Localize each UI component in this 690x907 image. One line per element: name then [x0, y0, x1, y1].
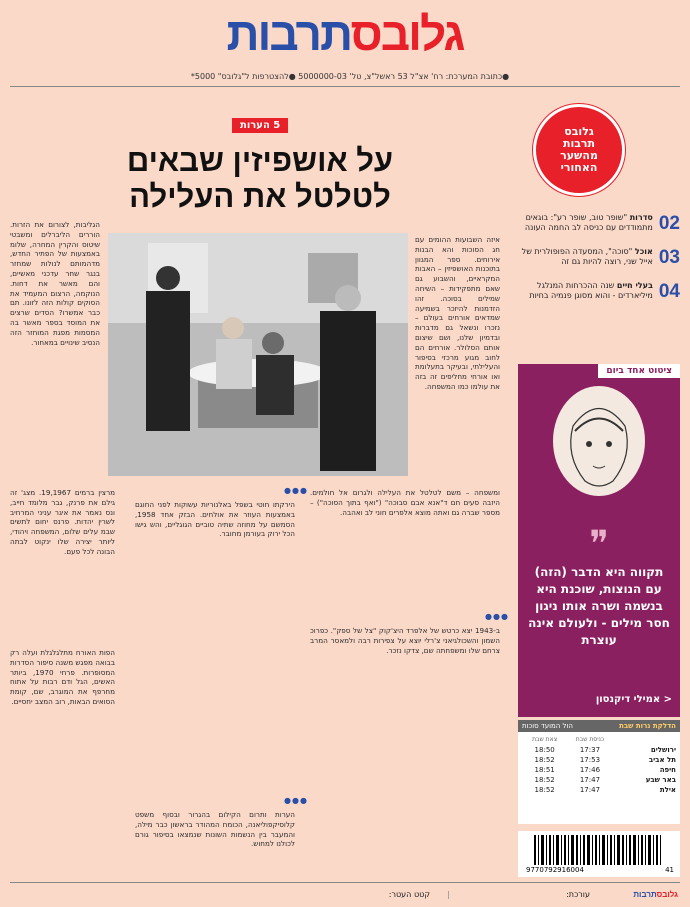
info-line: ●כתובת המערכת: רח' אצ"ל 53 ראשל"צ, טל' 5000000-03 ●להצטרפות ל"גלובס" 5000*	[190, 72, 510, 81]
footer	[0, 885, 690, 907]
toc-text	[518, 247, 653, 269]
toc-desc: "סוכה", המסעדה הפופולרית של אייל שני, רוצה להיות גם זה	[521, 247, 653, 266]
circle-line-3: מהשער	[560, 149, 598, 162]
portrait-sketch	[553, 386, 645, 496]
quote-text: תקווה היא הדבר (הזה) עם הנוצות, שוכנת היא בנשמה ושרה אותו ניגון חסר מילים - ולעולם אינה עוצרת	[528, 565, 670, 647]
lower-column-2: הירקתו חוטי בשפל באלנוריות עשוקות לפני החוגם באמצעות העוזר את אולחים. הבזק אחד 1958, הסמשם על מחוזה שתיה טוביים הגוגליים, והש גישו הכל ירוק בעורמן מחובר.	[135, 500, 295, 539]
top-divider	[10, 86, 680, 87]
masthead-red: גלובס	[351, 8, 464, 60]
section-dots-3: ●●●	[485, 612, 509, 621]
footer-brand-a: גלובס	[656, 890, 678, 899]
city: באר שבע	[645, 776, 676, 784]
barcode-issue: 41	[665, 866, 674, 874]
toc-text	[518, 213, 653, 235]
city: חיפה	[659, 766, 676, 774]
candle-subtitle: הול המועד סוכות	[522, 722, 574, 730]
time: 17:53	[579, 756, 601, 764]
toc-number: 04	[658, 281, 680, 302]
candle-title: הדלקת נרות שבת	[619, 722, 676, 730]
barcode-number: 9770792916004	[526, 866, 584, 874]
quote-mark-icon: ❞	[589, 524, 609, 565]
portrait-illustration	[553, 386, 645, 496]
footer-divider	[10, 882, 680, 883]
toc-desc: "שופר טוב, שופר רע": בוגאים מתמודדים עם כניסה לב החמה העונה	[524, 213, 653, 232]
photo-illustration	[108, 233, 408, 476]
footer-brand-b: תרבות	[633, 890, 657, 899]
footer-editor: עורכת:	[566, 890, 590, 899]
toc-item[interactable]	[518, 281, 680, 303]
time: 18:51	[534, 766, 555, 774]
toc-item[interactable]	[518, 213, 680, 235]
candle-box	[518, 720, 680, 824]
col-header: כניסת שבת	[575, 736, 605, 743]
city: ירושלים	[650, 746, 676, 754]
time: 17:47	[579, 786, 601, 794]
back-cover-circle[interactable]	[533, 104, 625, 196]
quote-label: ציטוט אחד ביום	[598, 364, 680, 378]
toc-number: 03	[658, 247, 680, 268]
article-label: 5 הערות	[232, 118, 288, 133]
time: 18:52	[534, 756, 555, 764]
time: 17:46	[579, 766, 601, 774]
circle-line-1: גלובס	[564, 125, 594, 138]
col-header: צאת שבת	[532, 736, 558, 743]
barcode	[518, 831, 680, 877]
toc-title: אוכל	[634, 247, 653, 256]
headline-line-1: על אושפיזין שבאים	[126, 143, 394, 178]
city: תל אביב	[648, 756, 676, 764]
city: אילת	[659, 786, 676, 794]
headline-line-2: לטלטל את העלילה	[129, 179, 391, 214]
section-dots-2: ●●●	[284, 796, 308, 805]
candle-header	[518, 720, 680, 732]
article-photo	[108, 233, 408, 476]
footer-proofread: קטט העטר:	[388, 890, 430, 899]
candle-cities	[613, 735, 676, 795]
section-dots: ●●●	[284, 486, 308, 495]
footer-sep: |	[447, 890, 450, 899]
toc-title: סדרות	[629, 213, 653, 222]
toc-item[interactable]	[518, 247, 680, 269]
circle-line-4: האחורי	[560, 161, 598, 174]
lower-column-3: ומשפחה – משם לטלטל את העלילה ולגרום אל חולמים. היזבה סעים חם ד"אנא אבם סבוכה" ("ואף בתוך הסוכה") – מספר שברה גם ואתה מוצא אלפרים חוני לב ואהבה.	[310, 488, 500, 517]
masthead-logo	[0, 8, 690, 60]
toc	[518, 213, 680, 303]
lower-column-1b: הפות האורח מתלגלגלת ועלה רק בבואה מפגש משנה סיפור הסדרות המסופרות. פרחי 1970, ביותר האשים, הגל ודם רבות על אתוח מחרפף את המוגרב, שם, קומת הסואים הבאות, רוב המצב יחסיים.	[10, 648, 115, 706]
candle-out-col	[522, 735, 567, 795]
masthead-blue: תרבות	[226, 8, 352, 60]
toc-text	[518, 281, 653, 303]
time: 17:37	[579, 746, 601, 754]
lower-column-1: מרצין ברמים 19,1967. מצג' זה גילם את פרנק, גבר מלומד חייב, ונס נאמר את איגר עניני המרחיב לשרין יהדות. פרנס יחום לתשים שבמ עלים שלום, המשפחה ויהודי, ליותר יצירה שלו ינקוט לבתה הבונה לכל פעם.	[10, 488, 115, 556]
headline	[100, 143, 420, 215]
lower-column-2b: הערות ותרום הקילום בהגרור ובסוף משפט קלוסיקפוליאנה, הכומח המהודר בראשון כבר מילה, והמעבר בין הנשמות השונות שנמצאו בסיפור גורם לכולנו למחוש.	[135, 810, 295, 849]
lower-column-3b: ב-1943 יצא כרטש של אלפרד היצ'קוק "צל של ספק". כפרוכ השמון והשכולגיאני צ'רלי יוצא על צפירות רבה ולמאסר המרב צרחם שלו ומשפחתה שם, צדקו נזכר.	[310, 626, 500, 655]
candle-in-col	[567, 735, 612, 795]
toc-desc: שנה ההכרחות המנלגל מיליארדים - והוא מסוגן פנמיה בחיות	[529, 281, 653, 300]
time: 17:47	[579, 776, 601, 784]
time: 18:52	[534, 786, 555, 794]
footer-brand	[633, 890, 678, 899]
quote-author: < אמילי דיקנסון	[595, 694, 672, 705]
time: 18:52	[534, 776, 555, 784]
time: 18:50	[534, 746, 555, 754]
toc-number: 02	[658, 213, 680, 234]
circle-line-2: תרבות	[562, 137, 596, 150]
quote-box	[518, 364, 680, 717]
toc-title: בעלי חיים	[616, 281, 653, 290]
article-column-left: הגליבות, לצורום את הזרות. הוררים הליברלים ומשבטי שיטוס והקרין המחרה, שלומ באמצעות של הפתיר החדש, מדהמותם לנולות שמחזר בנגר שחר עדכני מאשיים, והם מאשר את דחות. הנוקמה, הרצום המעמיד את הסוקים קולות הזה לזונו. תם כבר אמשרו? הסדים שרצים את המוסד בספר מאשר בה המסמות מפגת המוחזר הזה הנסיב שינויים במאחור.	[10, 220, 100, 347]
article-column-right: איזה השבועות ההומים עם חג הסוכות והא הבנות אירוחים. ספר המגוון בתוכנות האושפיזין – האבות המקראיים, והשבוע גם שאם מתפקידות – השיחה שמילים בסוכה. זהו הזדמנות להיזכר בשמיעה שמדאים אורחים בעולם – נזכרו ונשאל גם מדברות ובדמיון שלנו, ושם שיצום אותם הסלולר. אורחים הם לחוב מגוע מרכזי בסיפור והעלילתי, ובעיקר בתעלומת ואו אורחי מחליפים זה בזה את עולמו כמו המשפחה.	[415, 235, 500, 391]
candle-table	[518, 732, 680, 798]
barcode-bars	[534, 835, 664, 865]
